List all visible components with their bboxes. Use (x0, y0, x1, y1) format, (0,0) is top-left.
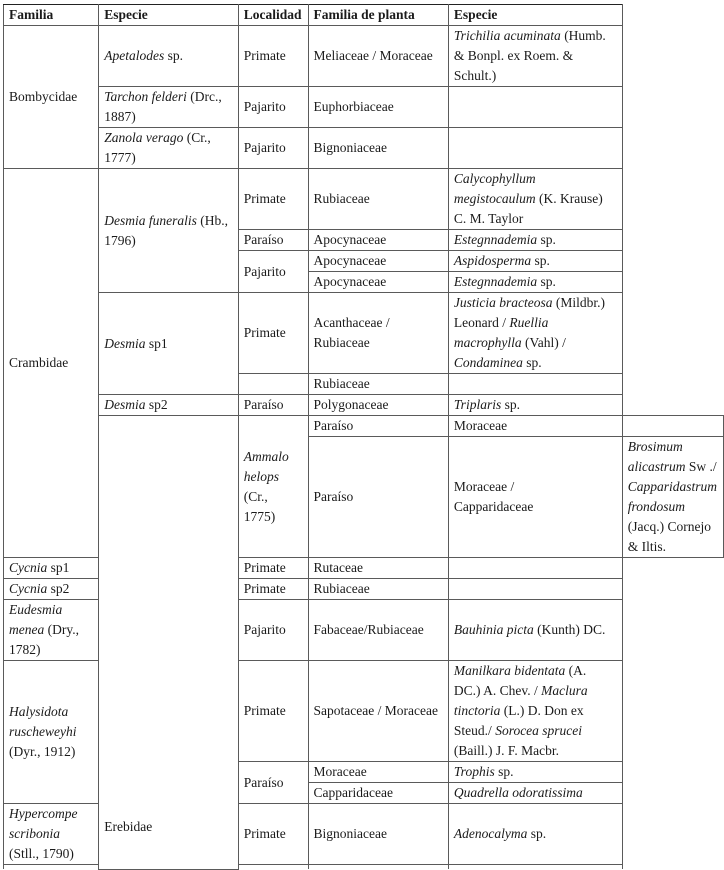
plant-species-cell: Trophis sp. (448, 762, 622, 783)
plant-family-cell: Rubiaceae (308, 169, 448, 230)
header-especie-planta: Especie (448, 5, 622, 26)
family-cell: Bombycidae (4, 26, 99, 169)
family-cell: Crambidae (4, 169, 99, 558)
plant-species-cell (448, 128, 622, 169)
plant-family-cell: Acanthaceae / Rubiaceae (308, 293, 448, 374)
family-cell: Erebidae (99, 416, 239, 870)
table-row (4, 395, 724, 416)
plant-family-cell (308, 865, 448, 870)
species-cell: Halysidota ruscheweyhi (Dyr., 1912) (4, 661, 99, 804)
plant-species-cell (448, 87, 622, 128)
locality-cell: Primate (238, 293, 308, 374)
plant-family-cell: Bignoniaceae (308, 804, 448, 865)
plant-family-cell: Apocynaceae (308, 272, 448, 293)
locality-cell: Primate (238, 558, 308, 579)
plant-species-cell: Estegnnademia sp. (448, 230, 622, 251)
plant-family-cell: Euphorbiaceae (308, 87, 448, 128)
locality-cell: Primate (238, 661, 308, 762)
plant-family-cell: Apocynaceae (308, 230, 448, 251)
plant-family-cell: Rubiaceae (308, 579, 448, 600)
species-cell: Desmia funeralis (Hb., 1796) (99, 169, 239, 293)
species-cell: Cycnia sp2 (4, 579, 99, 600)
table-row (4, 293, 724, 374)
plant-species-cell: Bauhinia picta (Kunth) DC. (448, 600, 622, 661)
locality-cell: Paraíso (238, 230, 308, 251)
plant-species-cell: Calycophyllum megistocaulum (K. Krause) C. M. Taylor (448, 169, 622, 230)
table-row (4, 169, 724, 230)
locality-cell: Primate (238, 579, 308, 600)
plant-family-cell: Moraceae (308, 762, 448, 783)
plant-species-cell (448, 579, 622, 600)
plant-family-cell: Bignoniaceae (308, 128, 448, 169)
species-cell: Eudesmia menea (Dry., 1782) (4, 600, 99, 661)
plant-species-cell (448, 374, 622, 395)
plant-species-cell: Trichilia acuminata (Humb. & Bonpl. ex Roem. & Schult.) (448, 26, 622, 87)
plant-family-cell: Meliaceae / Moraceae (308, 26, 448, 87)
locality-cell: Paraíso (238, 395, 308, 416)
plant-family-cell: Fabaceae/Rubiaceae (308, 600, 448, 661)
locality-cell: Primate (238, 169, 308, 230)
species-cell: Zanola verago (Cr., 1777) (99, 128, 239, 169)
plant-family-cell: Moraceae (448, 416, 622, 437)
plant-species-cell: Aspidosperma sp. (448, 251, 622, 272)
locality-cell: Primate (238, 804, 308, 865)
table-row (4, 26, 724, 87)
plant-species-cell: Justicia bracteosa (Mildbr.) Leonard / Ruellia macrophylla (Vahl) / Condaminea sp. (448, 293, 622, 374)
locality-cell: Pajarito (238, 600, 308, 661)
table-row (4, 416, 724, 437)
plant-family-cell: Sapotaceae / Moraceae (308, 661, 448, 762)
species-cell: Cycnia sp1 (4, 558, 99, 579)
locality-cell (238, 865, 308, 870)
locality-cell: Pajarito (238, 87, 308, 128)
header-especie: Especie (99, 5, 239, 26)
locality-cell (238, 374, 308, 395)
plant-species-cell: Triplaris sp. (448, 395, 622, 416)
table-row (4, 87, 724, 128)
header-familia: Familia (4, 5, 99, 26)
plant-family-cell: Rutaceae (308, 558, 448, 579)
plant-species-cell (448, 558, 622, 579)
species-cell: Tarchon felderi (Drc., 1887) (99, 87, 239, 128)
locality-cell: Primate (238, 26, 308, 87)
plant-species-cell: Quadrella odoratissima (448, 783, 622, 804)
plant-species-cell (448, 865, 622, 870)
host-plant-table (3, 4, 724, 870)
species-cell: Ammalo helops (Cr., 1775) (238, 416, 308, 558)
plant-species-cell: Estegnnademia sp. (448, 272, 622, 293)
plant-species-cell: Adenocalyma sp. (448, 804, 622, 865)
species-cell: Desmia sp1 (99, 293, 239, 395)
plant-family-cell: Polygonaceae (308, 395, 448, 416)
header-row (4, 5, 724, 26)
plant-family-cell: Moraceae / Capparidaceae (448, 437, 622, 558)
header-localidad: Localidad (238, 5, 308, 26)
species-cell: Hypercompe scribonia (Stll., 1790) (4, 804, 99, 865)
locality-cell: Paraíso (308, 416, 448, 437)
species-cell: Desmia sp2 (99, 395, 239, 416)
header-familia-planta: Familia de planta (308, 5, 448, 26)
plant-species-cell: Brosimum alicastrum Sw ./ Capparidastrum frondosum (Jacq.) Cornejo & Iltis. (622, 437, 723, 558)
plant-family-cell: Rubiaceae (308, 374, 448, 395)
plant-species-cell: Manilkara bidentata (A. DC.) A. Chev. / Maclura tinctoria (L.) D. Don ex Steud./ Sorocea sprucei (Baill.) J. F. Macbr. (448, 661, 622, 762)
species-cell: Apetalodes sp. (99, 26, 239, 87)
locality-cell: Pajarito (238, 128, 308, 169)
species-cell (4, 865, 99, 870)
plant-family-cell: Capparidaceae (308, 783, 448, 804)
plant-species-cell (622, 416, 723, 437)
table-row (4, 128, 724, 169)
locality-cell: Paraíso (308, 437, 448, 558)
locality-cell: Pajarito (238, 251, 308, 293)
plant-family-cell: Apocynaceae (308, 251, 448, 272)
locality-cell: Paraíso (238, 762, 308, 804)
